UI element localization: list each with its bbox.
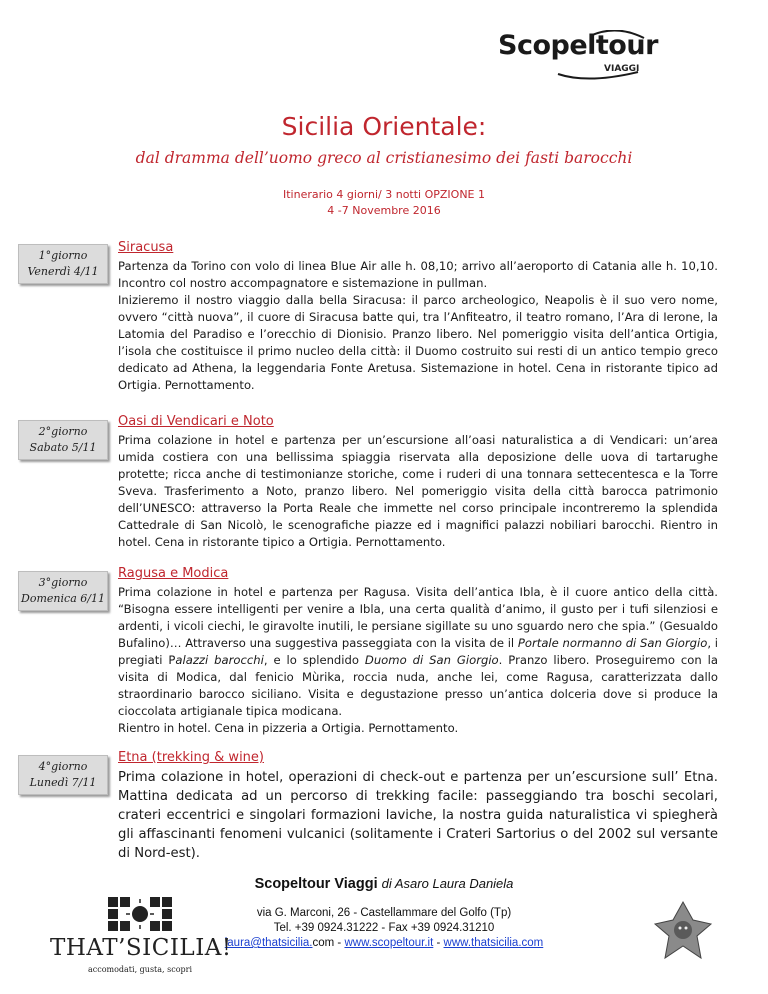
day-3-text xyxy=(118,584,718,737)
page-title: Sicilia Orientale: xyxy=(281,112,487,141)
day-3-paragraph-1 xyxy=(118,584,718,720)
day-1-paragraph-2: Inizieremo il nostro viaggio dalla bella Siracusa: il parco archeologico, Neapolis è il suo vero nome, ovvero “città nuova”, il cuore di Siracusa batte qui, tra l’Anfiteatro, il teatro romano, l’Ara di Ierone, la Latomia del Paradiso e l’orecchio di Dionisio. Pranzo libero. Nel pomeriggio visita dell’antica Ortigia, l’isola che costituisce il primo nucleo della città: il Duomo costruito sui resti di un antico tempio greco dedicato ad Athena, la leggendaria Fonte Aretusa. Sistemazione in hotel. Cena in ristorante tipico ad Ortigia. Pernottamento. xyxy=(118,293,718,392)
company-owner: di Asaro Laura Daniela xyxy=(381,876,514,891)
day-1-text xyxy=(118,258,718,394)
day-3-paragraph-2: Rientro in hotel. Cena in pizzeria a Ortigia. Pernottamento. xyxy=(118,721,459,735)
day-3-italic-palazzi: alazzi barocchi xyxy=(175,653,264,667)
link-separator-1: - xyxy=(334,937,345,949)
link-separator-2: - xyxy=(433,937,444,949)
day-1-box xyxy=(18,244,108,284)
day-4-title: Etna (trekking & wine) xyxy=(118,750,264,765)
day-3-date: Domenica 6/11 xyxy=(21,592,105,605)
email-tail: com xyxy=(312,937,335,949)
day-3-text-d: . Pranzo libero. Proseguiremo con la visita di Modica, dal fenicio Mùrika, roccia nuda, anche lei, come Ragusa, caratterizzata dallo straordinario barocco siciliano. Visita e degustazione presso un’antica dolceria dove si produce la cioccolata artigianale tipica modicana. xyxy=(118,653,718,718)
thatsicilia-tagline: accomodati, gusta, scopri xyxy=(87,965,193,974)
scopeltour-logo xyxy=(498,30,658,90)
trinacria-icon xyxy=(653,898,713,963)
day-2-title: Oasi di Vendicari e Noto xyxy=(118,414,274,429)
day-1-title: Siracusa xyxy=(118,240,174,255)
footer-phone: Tel. +39 0924.31222 - Fax +39 0924.31210 xyxy=(273,922,495,934)
day-3-italic-duomo: Duomo di San Giorgio xyxy=(364,653,499,667)
logo-sub-text: VIAGGI xyxy=(604,64,640,74)
day-3-text-a: Prima colazione in hotel e partenza per Ragusa. Visita dell’antica Ibla, è il cuore antico della città. “Bisogna essere intelligenti per venire a Ibla, una certa qualità d’animo, il gusto per i tufi silenziosi e ardenti, i vicoli ciechi, le giravolte inutili, le persiane sigillate su uno sguardo nero che spia.” (Gesualdo Bufalino)… Attraverso una suggestiva passeggiata con la visita de il xyxy=(118,585,718,650)
day-1-paragraph-1: Partenza da Torino con volo di linea Blue Air alle h. 08,10; arrivo all’aeroporto di Catania alle h. 10,10. Incontro col nostro accompagnatore e sistemazione in pullman. xyxy=(118,259,718,290)
thatsicilia-logo xyxy=(50,893,230,988)
footer-address: via G. Marconi, 26 - Castellammare del Golfo (Tp) xyxy=(256,907,512,919)
company-name: Scopeltour Viaggi xyxy=(254,876,378,892)
thatsicilia-wordmark: THAT’SICILIA! xyxy=(50,935,232,961)
day-3-italic-portale: Portale normanno di San Giorgio xyxy=(517,636,708,650)
day-4-text xyxy=(118,768,718,863)
day-3-box xyxy=(18,571,108,611)
email-link[interactable]: laura@thatsicilia. xyxy=(224,937,313,949)
day-1-date: Venerdì 4/11 xyxy=(27,265,99,278)
day-4-date: Lunedì 7/11 xyxy=(29,776,97,789)
page-subtitle: dal dramma dell’uomo greco al cristianesimo dei fasti barocchi xyxy=(135,149,633,167)
day-2-label: 2°giorno xyxy=(38,425,88,438)
day-3-text-c: , e lo splendido xyxy=(263,653,365,667)
day-1-label: 1°giorno xyxy=(38,249,88,262)
day-4-paragraph-1: Prima colazione in hotel, operazioni di check-out e partenza per un’escursione sull’ Etna. Mattina dedicata ad un percorso di trekking facile: passeggiando tra boschi secolari, crateri eccentrici e singolari formazioni laviche, la nostra guida naturalistica vi spiegherà gli affascinanti fenomeni vulcanici (solitamente i Crateri Sartorius o del 2002 sul versante di Nord-est). xyxy=(118,770,718,861)
day-2-text xyxy=(118,432,718,551)
scopeltour-link[interactable]: www.scopeltour.it xyxy=(344,937,434,949)
day-3-title: Ragusa e Modica xyxy=(118,566,229,581)
day-2-box xyxy=(18,420,108,460)
day-3-label: 3°giorno xyxy=(38,576,88,589)
day-2-paragraph-1: Prima colazione in hotel e partenza per un’escursione all’oasi naturalistica a di Vendicari: un’area umida costiera con una bellissima spiaggia riservata alla deposizione delle uova di tartarughe protette; ricca anche di testimonianze storiche, come i ruderi di una tonnara settecentesca e la Torre Sveva. Trasferimento a Noto, pranzo libero. Nel pomeriggio visita della città barocca patrimonio dell’UNESCO: attraverso la Porta Reale che immette nel corso principale incontreremo la splendida Cattedrale di San Nicolò, le scenografiche piazze ed i magnifici palazzi nobiliari barocchi. Rientro in hotel. Cena in ristorante tipico a Ortigia. Pernottamento. xyxy=(118,433,718,549)
logo-main-text: Scopeltour xyxy=(498,30,658,61)
itinerary-info xyxy=(0,187,768,219)
itinerary-dates: 4 -7 Novembre 2016 xyxy=(327,204,441,217)
day-4-box xyxy=(18,755,108,795)
sun-pattern-icon xyxy=(50,893,230,935)
day-3-text-b: , i pregiati P xyxy=(118,636,719,667)
itinerary-line-1: Itinerario 4 giorni/ 3 notti OPZIONE 1 xyxy=(282,188,486,201)
thatsicilia-link[interactable]: www.thatsicilia.com xyxy=(443,937,544,949)
footer-company xyxy=(0,876,768,892)
day-4-label: 4°giorno xyxy=(38,760,88,773)
day-2-date: Sabato 5/11 xyxy=(29,441,97,454)
